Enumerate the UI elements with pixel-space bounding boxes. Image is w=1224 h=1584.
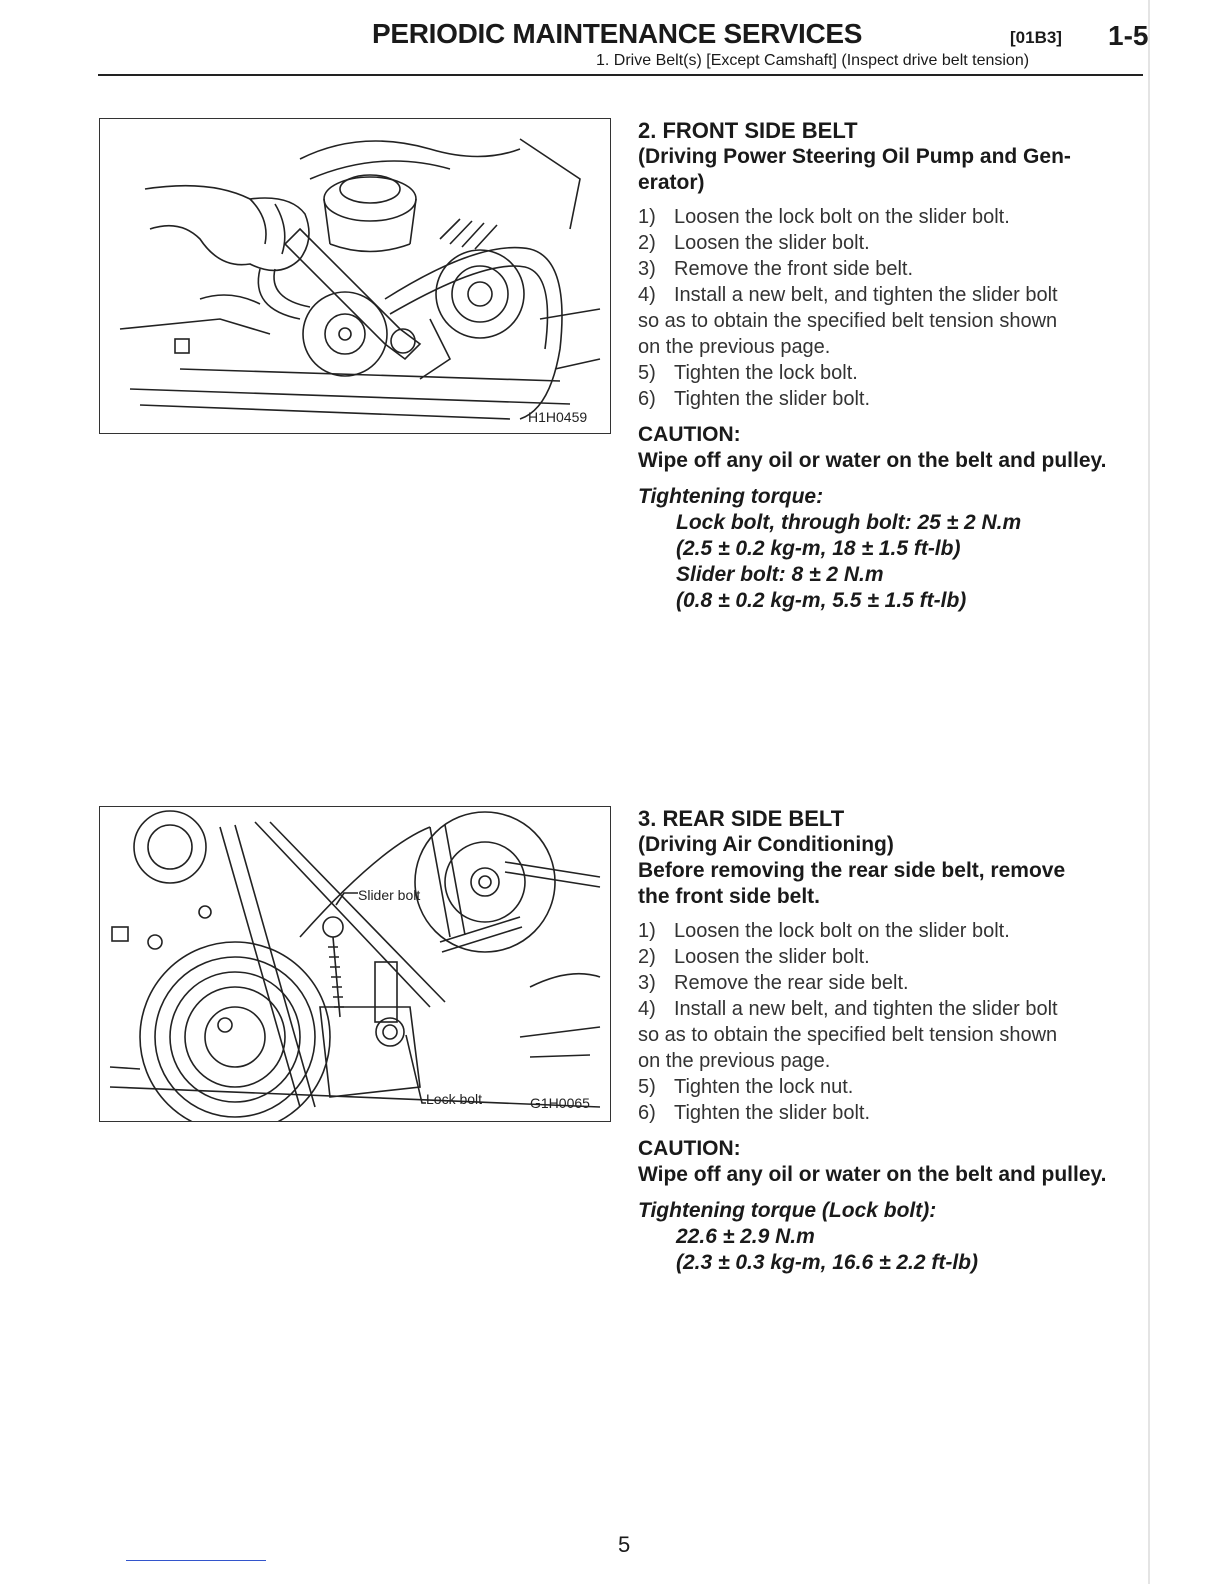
footer-link-line bbox=[126, 1560, 266, 1561]
step-item: 3) Remove the front side belt. bbox=[638, 258, 914, 280]
step-item: 3) Remove the rear side belt. bbox=[638, 972, 909, 994]
front-belt-section bbox=[638, 118, 1143, 614]
step-item: 2) Loosen the slider bolt. bbox=[638, 232, 870, 254]
caution-heading: CAUTION: bbox=[638, 423, 741, 446]
page-edge bbox=[1148, 0, 1150, 1584]
step-item: 4) Install a new belt, and tighten the slider bolt bbox=[638, 998, 1058, 1020]
front-belt-subheading-cont: erator) bbox=[638, 171, 705, 194]
page-subtitle: 1. Drive Belt(s) [Except Camshaft] (Inspect drive belt tension) bbox=[596, 52, 1030, 69]
front-belt-subheading: (Driving Power Steering Oil Pump and Gen- bbox=[638, 145, 1071, 168]
rear-belt-section bbox=[638, 806, 1143, 1276]
torque-line: 22.6 ± 2.9 N.m bbox=[676, 1225, 815, 1248]
rear-belt-note: Before removing the rear side belt, remove bbox=[638, 859, 1066, 882]
section-code: [01B3] bbox=[1010, 28, 1062, 47]
caution-text: Wipe off any oil or water on the belt and pulley. bbox=[638, 1163, 1107, 1186]
figure-code: G1H0065 bbox=[530, 1095, 590, 1111]
figure-front-belt bbox=[99, 118, 611, 434]
step-item: 1) Loosen the lock bolt on the slider bolt. bbox=[638, 206, 1010, 228]
step-item: 6) Tighten the slider bolt. bbox=[638, 1102, 871, 1124]
torque-heading: Tightening torque (Lock bolt): bbox=[638, 1199, 937, 1222]
torque-line: Slider bolt: 8 ± 2 N.m bbox=[676, 563, 884, 586]
torque-line: (2.3 ± 0.3 kg-m, 16.6 ± 2.2 ft-lb) bbox=[676, 1251, 978, 1274]
lock-bolt-label: Lock bolt bbox=[426, 1091, 483, 1107]
step-item: 2) Loosen the slider bolt. bbox=[638, 946, 870, 968]
page-title: PERIODIC MAINTENANCE SERVICES bbox=[372, 18, 863, 49]
step-continuation: so as to obtain the specified belt tension shown bbox=[638, 310, 1058, 332]
step-continuation: so as to obtain the specified belt tension shown bbox=[638, 1024, 1058, 1046]
front-steps-after bbox=[638, 360, 1143, 412]
torque-heading: Tightening torque: bbox=[638, 485, 824, 508]
figure-rear-belt bbox=[99, 806, 611, 1122]
rear-belt-heading: 3. REAR SIDE BELT bbox=[638, 806, 845, 831]
page-number: 5 bbox=[618, 1532, 631, 1557]
figure-code: H1H0459 bbox=[528, 409, 588, 425]
step-item: 5) Tighten the lock nut. bbox=[638, 1076, 854, 1098]
step-item: 6) Tighten the slider bolt. bbox=[638, 388, 871, 410]
caution-text: Wipe off any oil or water on the belt and pulley. bbox=[638, 449, 1107, 472]
header-rule bbox=[98, 74, 1143, 76]
page-reference: 1-5 bbox=[1108, 20, 1148, 51]
caution-heading: CAUTION: bbox=[638, 1137, 741, 1160]
rear-steps bbox=[638, 918, 1143, 1022]
step-item: 1) Loosen the lock bolt on the slider bolt. bbox=[638, 920, 1010, 942]
front-belt-illustration bbox=[100, 119, 610, 433]
step-item: 4) Install a new belt, and tighten the slider bolt bbox=[638, 284, 1058, 306]
rear-belt-note-cont: the front side belt. bbox=[638, 885, 821, 908]
torque-line: Lock bolt, through bolt: 25 ± 2 N.m bbox=[676, 511, 1022, 534]
torque-line: (0.8 ± 0.2 kg-m, 5.5 ± 1.5 ft-lb) bbox=[676, 589, 967, 612]
rear-belt-illustration bbox=[100, 807, 610, 1121]
step-item: 5) Tighten the lock bolt. bbox=[638, 362, 858, 384]
front-belt-heading: 2. FRONT SIDE BELT bbox=[638, 118, 858, 143]
rear-belt-subheading: (Driving Air Conditioning) bbox=[638, 833, 894, 856]
slider-bolt-label: Slider bolt bbox=[358, 887, 421, 903]
rear-steps-after bbox=[638, 1074, 1143, 1126]
step-continuation: on the previous page. bbox=[638, 1050, 831, 1072]
front-steps bbox=[638, 204, 1143, 308]
step-continuation: on the previous page. bbox=[638, 336, 831, 358]
torque-line: (2.5 ± 0.2 kg-m, 18 ± 1.5 ft-lb) bbox=[676, 537, 961, 560]
